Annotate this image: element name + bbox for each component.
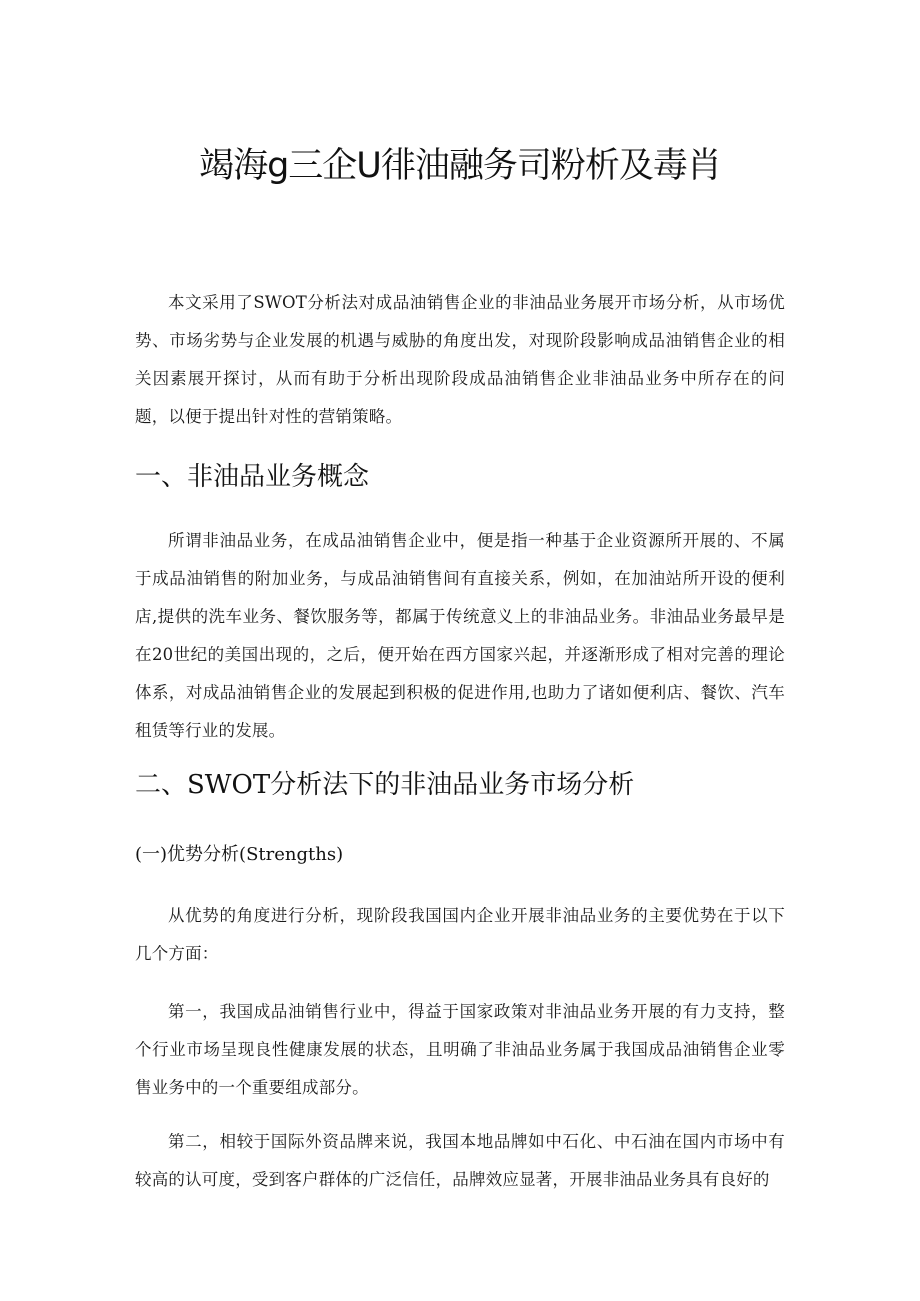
strengths-point-1-paragraph: 第一，我国成品油销售行业中，得益于国家政策对非油品业务开展的有力支持，整个行业市场呈现良性健康发展的状态，且明确了非油品业务属于我国成品油销售企业零售业务中的一个重要组成部分。: [135, 1002, 785, 1097]
section-1-heading: 一、非油品业务概念: [135, 462, 370, 492]
section-1-paragraph: 所谓非油品业务，在成品油销售企业中，便是指一种基于企业资源所开展的、不属于成品油销售的附加业务，与成品油销售间有直接关系，例如，在加油站所开设的便利店,提供的洗车业务、餐饮服务等，都属于传统意义上的非油品业务。非油品业务最早是在20世纪的美国出现的，之后，便开始在西方国家兴起，并逐渐形成了相对完善的理论体系，对成品油销售企业的发展起到积极的促进作用,也助力了诸如便利店、餐饮、汽车租赁等行业的发展。: [135, 531, 785, 740]
document-title: 竭海g三企U徘油融务司粉析及毒肖: [199, 146, 721, 186]
subsection-strengths-heading: (一)优势分析(Strengths): [135, 844, 344, 865]
strengths-point-2-paragraph: 第二，相较于国际外资品牌来说，我国本地品牌如中石化、中石油在国内市场中有较高的认可度，受到客户群体的广泛信任，品牌效应显著，开展非油品业务具有良好的: [135, 1132, 785, 1189]
section-2-heading: 二、SWOT分析法下的非油品业务市场分析: [135, 770, 635, 800]
intro-paragraph: 本文采用了SWOT分析法对成品油销售企业的非油品业务展开市场分析，从市场优势、市场劣势与企业发展的机遇与威胁的角度出发，对现阶段影响成品油销售企业的相关因素展开探讨，从而有助于分析出现阶段成品油销售企业非油品业务中所存在的问题，以便于提出针对性的营销策略。: [135, 293, 785, 426]
strengths-intro-paragraph: 从优势的角度进行分析，现阶段我国国内企业开展非油品业务的主要优势在于以下几个方面：: [135, 906, 785, 963]
